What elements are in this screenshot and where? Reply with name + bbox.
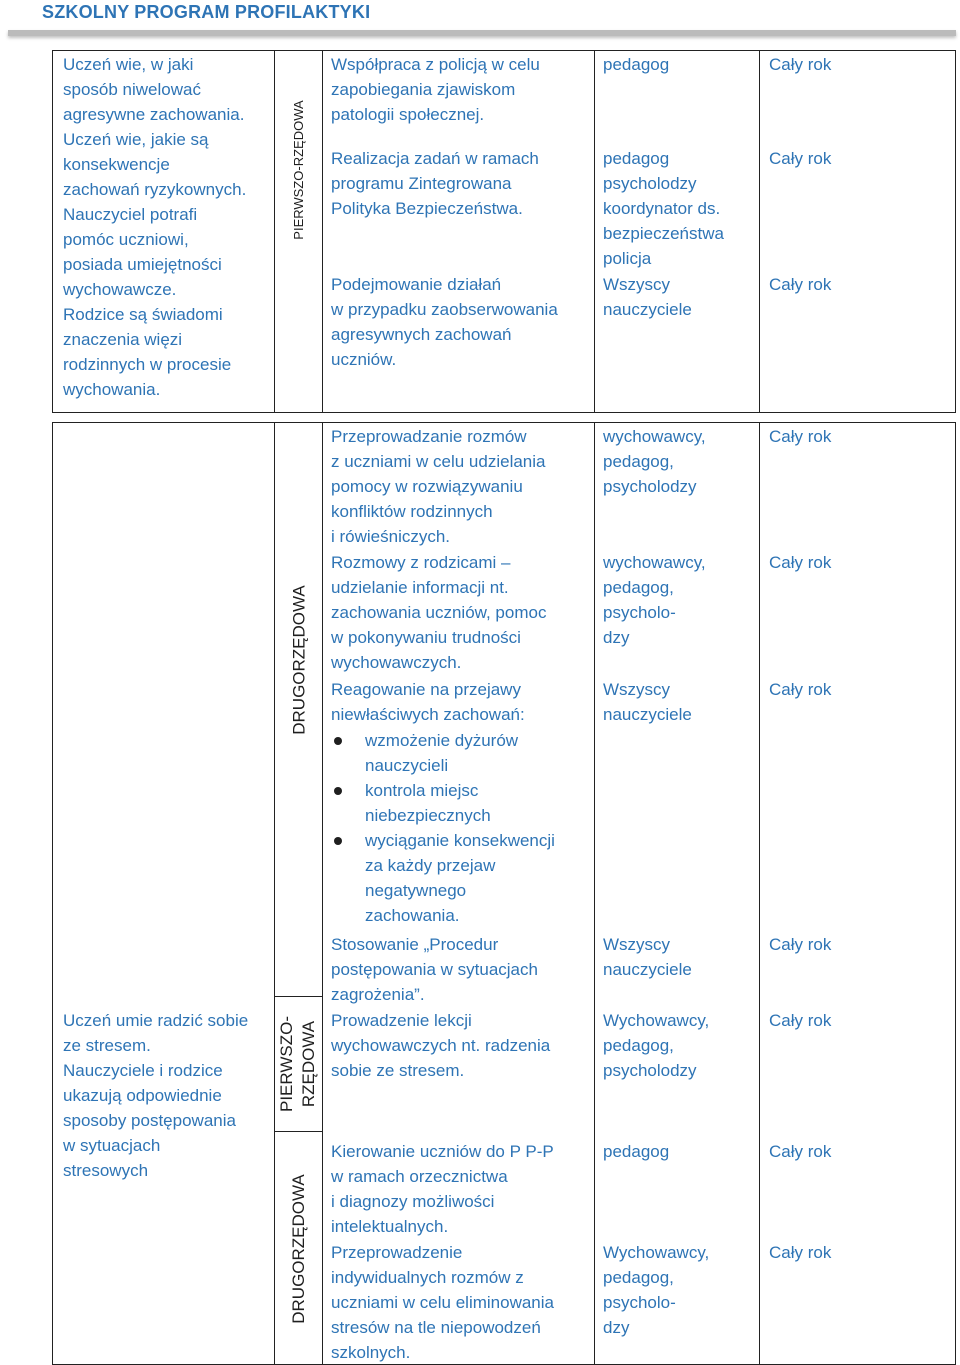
section2-term-5: Cały rok	[769, 1011, 832, 1030]
section2-responsible-6: pedagog	[603, 1142, 670, 1161]
section1-action-3: Podejmowanie działań w przypadku zaobserwowania agresywnych zachowań uczniów.	[331, 275, 558, 369]
section2-term-7: Cały rok	[769, 1243, 832, 1262]
section2-responsible-7: Wychowawcy, pedagog, psycholo- dzy	[603, 1243, 710, 1337]
bullet-item: kontrola miejsc niebezpiecznych	[331, 778, 593, 828]
page-title: SZKOLNY PROGRAM PROFILAKTYKI	[42, 2, 371, 22]
section1-goals-cell	[52, 50, 275, 413]
section2-action-6: Kierowanie uczniów do P P-P w ramach orzecznictwa i diagnozy możliwości intelektualnych.	[331, 1142, 554, 1236]
section1-term-2: Cały rok	[769, 149, 832, 168]
section1-action-cell	[322, 50, 595, 413]
section2-action-cell	[322, 422, 595, 1365]
section2-goals-cell	[52, 422, 275, 1365]
section2-responsible-3: Wszyscy nauczyciele	[603, 680, 692, 724]
section1-responsible-1: pedagog	[603, 55, 670, 74]
section2-action-7: Przeprowadzenie indywidualnych rozmów z uczniami w celu eliminowania stresów na tle niepowodzeń szkolnych.	[331, 1243, 554, 1362]
section2-priority-top: DRUGORZĘDOWA	[289, 585, 309, 735]
section2-responsible-cell	[594, 422, 760, 1365]
section2-responsible-4: Wszyscy nauczyciele	[603, 935, 692, 979]
section1-priority-cell	[274, 50, 323, 413]
section2-action-2: Rozmowy z rodzicami – udzielanie informacji nt. zachowania uczniów, pomoc w pokonywaniu trudności wychowawczych.	[331, 553, 547, 672]
section2-action-3-bullets	[331, 728, 593, 928]
section1-goals: Uczeń wie, w jaki sposób niwelować agresywne zachowania. Uczeń wie, jakie są konsekwencje zachowań ryzykownych. Nauczyciel potrafi pomóc uczniowi, posiada umiejętności wychowawcze. Rodzice są świadomi znaczenia więzi rodzinnych w procesie wychowania.	[63, 55, 247, 399]
section2-priority-mid: PIERWSZO- RZĘDOWA	[277, 1015, 318, 1113]
bullet-item: wyciąganie konsekwencji za każdy przejaw negatywnego zachowania.	[331, 828, 593, 928]
section2-goals: Uczeń umie radzić sobie ze stresem. Nauczyciele i rodzice ukazują odpowiednie sposoby postępowania w sytuacjach stresowych	[63, 1011, 249, 1180]
section1-responsible-2: pedagog psycholodzy koordynator ds. bezpieczeństwa policja	[603, 149, 724, 268]
section2-term-2: Cały rok	[769, 553, 832, 572]
section2-term-cell	[759, 422, 956, 1365]
section1-term-3: Cały rok	[769, 275, 832, 294]
section2-action-1: Przeprowadzanie rozmów z uczniami w celu udzielania pomocy w rozwiązywaniu konfliktów rodzinnych i rówieśniczych.	[331, 427, 546, 546]
bullet-item: wzmożenie dyżurów nauczycieli	[331, 728, 593, 778]
section2-priority-bottom-cell	[274, 1131, 323, 1365]
section2-action-5: Prowadzenie lekcji wychowawczych nt. radzenia sobie ze stresem.	[331, 1011, 551, 1080]
section2-action-3: Reagowanie na przejawy niewłaściwych zachowań:	[331, 680, 525, 724]
section2-responsible-5: Wychowawcy, pedagog, psycholodzy	[603, 1011, 710, 1080]
section2-responsible-1: wychowawcy, pedagog, psycholodzy	[603, 427, 706, 496]
section1-term-cell	[759, 50, 956, 413]
section2-priority-bottom: DRUGORZĘDOWA	[289, 1174, 308, 1324]
section2-term-3: Cały rok	[769, 680, 832, 699]
section1-priority: PIERWSZO-RZĘDOWA	[291, 100, 306, 240]
section1-term-1: Cały rok	[769, 55, 832, 74]
section1-action-2: Realizacja zadań w ramach programu Zintegrowana Polityka Bezpieczeństwa.	[331, 149, 539, 218]
section1-responsible-3: Wszyscy nauczyciele	[603, 275, 692, 319]
program-table	[52, 50, 956, 1365]
section2-term-4: Cały rok	[769, 935, 832, 954]
section2-term-1: Cały rok	[769, 427, 832, 446]
section2-term-6: Cały rok	[769, 1142, 832, 1161]
section1-responsible-cell	[594, 50, 760, 413]
section2-responsible-2: wychowawcy, pedagog, psycholo- dzy	[603, 553, 706, 647]
header-divider	[8, 30, 956, 36]
section2-action-4: Stosowanie „Procedur postępowania w sytuacjach zagrożenia”.	[331, 935, 538, 1004]
section2-priority-top-cell	[274, 422, 323, 997]
section2-priority-mid-cell	[274, 996, 323, 1132]
section1-action-1: Współpraca z policją w celu zapobiegania zjawiskom patologii społecznej.	[331, 55, 540, 124]
